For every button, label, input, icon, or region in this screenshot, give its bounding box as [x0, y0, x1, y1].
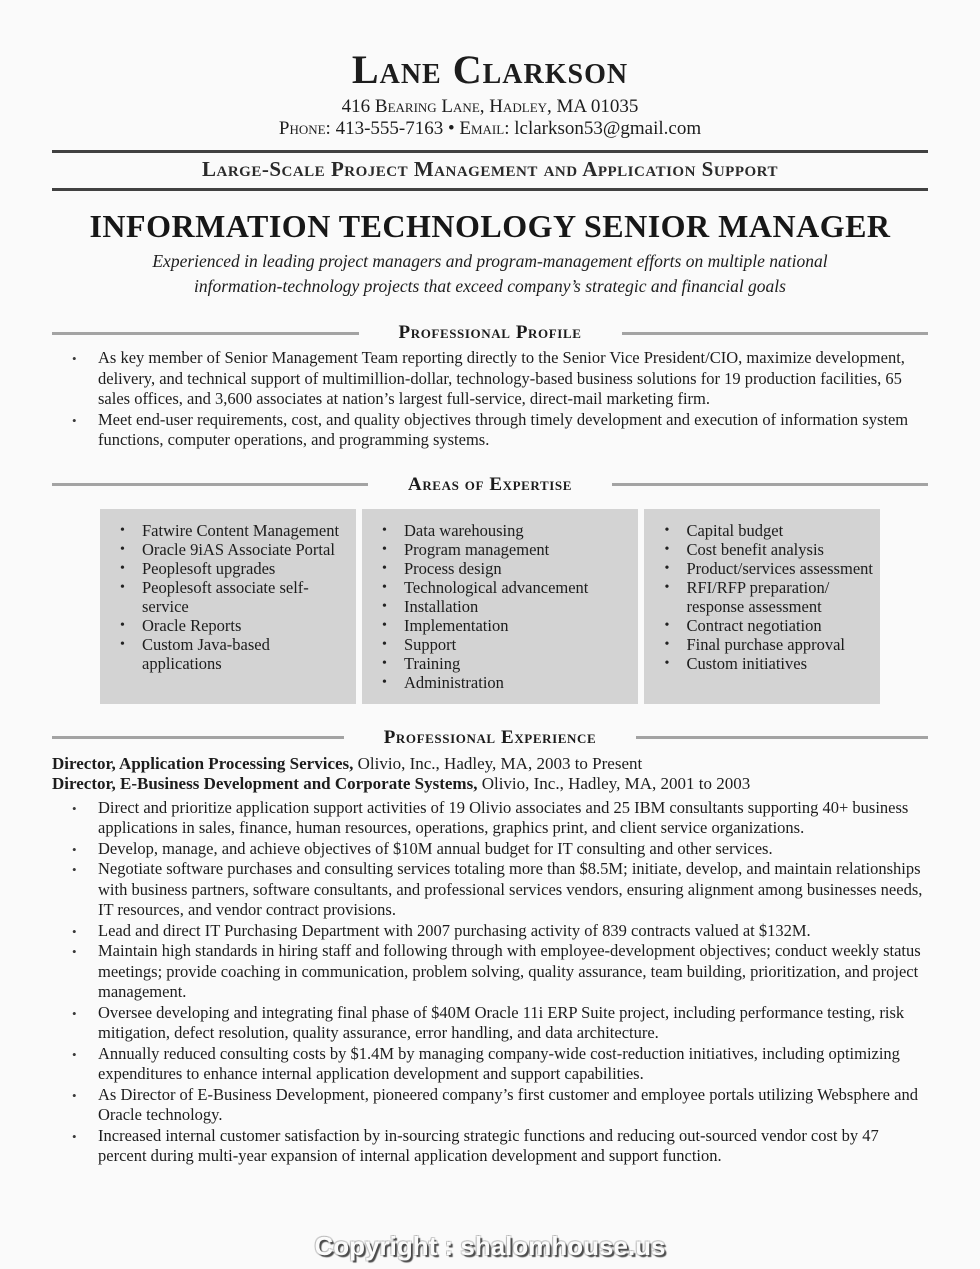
resume-header: [52, 48, 928, 140]
bullet-icon: •: [72, 944, 77, 959]
list-item: [52, 410, 928, 451]
list-item: [374, 635, 632, 654]
bullet-text: Annually reduced consulting costs by $1.4M by managing company-wide cost-reduction initiatives, including optimizing expenditures to enhance internal application development and support capabilities.: [98, 1043, 900, 1083]
expertise-text: Technological advancement: [404, 577, 589, 597]
expertise-text: Support: [404, 634, 457, 654]
divider-line: [636, 736, 928, 739]
list-item: [656, 521, 874, 540]
section-title: Professional Profile: [398, 322, 582, 343]
bullet-icon: •: [120, 617, 125, 633]
list-item: [656, 559, 874, 578]
bullet-icon: •: [72, 841, 77, 857]
experience-roles: [52, 754, 928, 794]
bullet-text: Lead and direct IT Purchasing Department with 2007 purchasing activity of 839 contracts valued at $132M.: [98, 920, 811, 940]
expertise-column: [362, 509, 638, 704]
bullet-icon: •: [382, 617, 387, 633]
list-item: [656, 540, 874, 559]
divider-line: [52, 736, 344, 739]
expertise-text: Peoplesoft associate self-service: [142, 577, 309, 616]
list-item: [656, 635, 874, 654]
candidate-name: Lane Clarkson: [351, 47, 629, 92]
bullet-icon: •: [664, 636, 670, 652]
section-title: Professional Experience: [383, 726, 597, 748]
list-item: [52, 859, 928, 921]
expertise-text: Training: [404, 653, 461, 673]
experience-role: [52, 774, 928, 794]
bullet-icon: •: [72, 923, 77, 939]
bullet-icon: •: [382, 598, 387, 614]
address-line: 416 Bearing Lane, Hadley, MA 01035: [341, 96, 639, 117]
list-item: [112, 559, 350, 578]
list-item: [52, 941, 928, 1003]
bullet-icon: •: [120, 579, 125, 595]
list-item: [656, 578, 874, 616]
list-item: [52, 348, 928, 410]
list-item: [374, 654, 632, 673]
expertise-text: Custom Java-based applications: [142, 634, 270, 673]
list-item: [112, 540, 350, 559]
experience-role: [52, 754, 928, 774]
list-item: [112, 578, 350, 616]
list-item: [52, 1126, 928, 1167]
list-item: [112, 616, 350, 635]
expertise-text: Contract negotiation: [686, 615, 822, 635]
expertise-column: [644, 509, 880, 704]
list-item: [112, 521, 350, 540]
bullet-icon: •: [664, 579, 670, 595]
email-address: lclarkson53@gmail.com: [514, 118, 702, 139]
role-detail: Olivio, Inc., Hadley, MA, 2003 to Present: [353, 753, 643, 773]
copyright-watermark: Copyright : shalomhouse.us: [314, 1231, 666, 1261]
section-header-professional-profile: [52, 322, 928, 344]
bullet-icon: •: [382, 636, 387, 652]
summary-tagline: Experienced in leading project managers and program-management efforts on multiple national information-technology projects that exceed company’s strategic and financial goals: [152, 251, 828, 296]
bullet-icon: •: [72, 800, 77, 816]
bullet-text: Increased internal customer satisfaction by in-sourcing strategic functions and reducing out-sourced vendor cost by 47 percent during multi-year expansion of internal application development and support function.: [98, 1125, 879, 1165]
role-detail: Olivio, Inc., Hadley, MA, 2001 to 2003: [477, 773, 751, 793]
bullet-icon: •: [382, 560, 387, 576]
bullet-icon: •: [664, 541, 670, 557]
list-item: [52, 921, 928, 942]
bullet-text: Negotiate software purchases and consulting services totaling more than $8.5M; initiate, develop, and maintain relationships with business partners, software consultants, and professional services vendors, ensuring alignment among businesses needs, IT resources, and vendor contract provisions.: [98, 859, 923, 919]
list-item: [374, 559, 632, 578]
list-item: [374, 521, 632, 540]
bullet-icon: •: [72, 1128, 77, 1144]
profile-bullet-list: [52, 348, 928, 451]
bullet-icon: •: [72, 1087, 77, 1103]
divider-line: [612, 483, 928, 486]
bullet-icon: •: [382, 674, 387, 690]
divider-line: [52, 332, 359, 335]
divider-line: [622, 332, 929, 335]
list-item: [52, 1044, 928, 1085]
section-header-professional-experience: [52, 727, 928, 749]
expertise-text: RFI/RFP preparation/ response assessment: [686, 577, 830, 616]
list-item: [656, 654, 874, 673]
expertise-text: Cost benefit analysis: [686, 539, 824, 559]
expertise-text: Implementation: [404, 615, 509, 635]
expertise-text: Oracle Reports: [142, 615, 242, 635]
expertise-column: [100, 509, 356, 704]
bullet-icon: •: [72, 412, 77, 428]
bullet-icon: •: [664, 522, 670, 538]
list-item: [374, 578, 632, 597]
bullet-icon: •: [120, 560, 125, 576]
bullet-text: As key member of Senior Management Team reporting directly to the Senior Vice President/CIO, maximize development, delivery, and technical support of multimillion-dollar, technology-based business solutions for 19 production facilities, 65 sales offices, and 3,600 associates at nation’s largest full-service, direct-mail marketing firm.: [98, 348, 905, 408]
bullet-icon: •: [664, 617, 670, 633]
expertise-text: Administration: [404, 672, 504, 692]
bullet-icon: •: [72, 862, 77, 877]
bullet-icon: •: [72, 1005, 77, 1021]
expertise-text: Process design: [404, 558, 502, 578]
list-item: [52, 1003, 928, 1044]
expertise-text: Fatwire Content Management: [142, 520, 340, 540]
bullet-text: As Director of E-Business Development, pioneered company’s first customer and employee portals utilizing Websphere and Oracle technology.: [98, 1084, 918, 1124]
expertise-box: [100, 509, 880, 704]
expertise-text: Peoplesoft upgrades: [142, 558, 276, 578]
bullet-icon: •: [120, 522, 125, 538]
list-item: [374, 673, 632, 692]
bullet-text: Develop, manage, and achieve objectives of $10M annual budget for IT consulting and other services.: [98, 838, 773, 858]
bullet-icon: •: [664, 655, 670, 671]
expertise-text: Data warehousing: [404, 520, 524, 540]
bullet-icon: •: [72, 1046, 77, 1062]
divider-line: [52, 483, 368, 486]
list-item: [52, 839, 928, 860]
job-target-title: INFORMATION TECHNOLOGY SENIOR MANAGER: [89, 208, 891, 244]
list-item: [52, 798, 928, 839]
bullet-icon: •: [382, 522, 387, 538]
bullet-icon: •: [382, 541, 387, 557]
bullet-icon: •: [120, 636, 125, 652]
bullet-text: Oversee developing and integrating final phase of $40M Oracle 11i ERP Suite project, including performance testing, risk mitigation, defect resolution, quality assurance, error handling, and data architecture.: [98, 1002, 905, 1042]
list-item: [374, 540, 632, 559]
list-item: [374, 616, 632, 635]
expertise-text: Program management: [404, 539, 550, 559]
bullet-text: Maintain high standards in hiring staff and following through with employee-development objectives; conduct weekly status meetings; provide coaching in communication, problem solving, quality assurance, team building, prioritization, and project management.: [98, 941, 921, 1001]
headline-banner-text: Large-Scale Project Management and Application Support: [202, 157, 778, 181]
role-title: Director, Application Processing Services,: [52, 753, 354, 773]
experience-bullet-list: [52, 798, 928, 1167]
phone-email-labels: Phone: 413-555-7163 • Email:: [278, 118, 510, 139]
list-item: [374, 597, 632, 616]
bullet-icon: •: [382, 579, 387, 595]
bullet-icon: •: [382, 655, 387, 671]
section-header-areas-of-expertise: [52, 474, 928, 496]
bullet-icon: •: [120, 541, 125, 557]
contact-line: [52, 118, 928, 140]
bullet-text: Direct and prioritize application support activities of 19 Olivio associates and 25 IBM consultants supporting 40+ business applications in sales, finance, human resources, operations, graphics print, and client service organizations.: [98, 797, 909, 837]
headline-banner: [52, 150, 928, 191]
expertise-text: Custom initiatives: [686, 653, 808, 673]
list-item: [112, 635, 350, 673]
role-title: Director, E-Business Development and Corporate Systems,: [52, 773, 478, 793]
expertise-text: Oracle 9iAS Associate Portal: [142, 539, 335, 559]
expertise-text: Final purchase approval: [686, 634, 845, 654]
section-title: Areas of Expertise: [408, 473, 572, 495]
expertise-text: Capital budget: [686, 520, 784, 540]
bullet-icon: •: [664, 560, 670, 576]
list-item: [656, 616, 874, 635]
expertise-text: Product/services assessment: [686, 558, 873, 578]
bullet-icon: •: [72, 351, 77, 366]
bullet-text: Meet end-user requirements, cost, and quality objectives through timely development and execution of information system functions, computer operations, and programming systems.: [98, 409, 909, 449]
list-item: [52, 1085, 928, 1126]
expertise-text: Installation: [404, 596, 479, 616]
